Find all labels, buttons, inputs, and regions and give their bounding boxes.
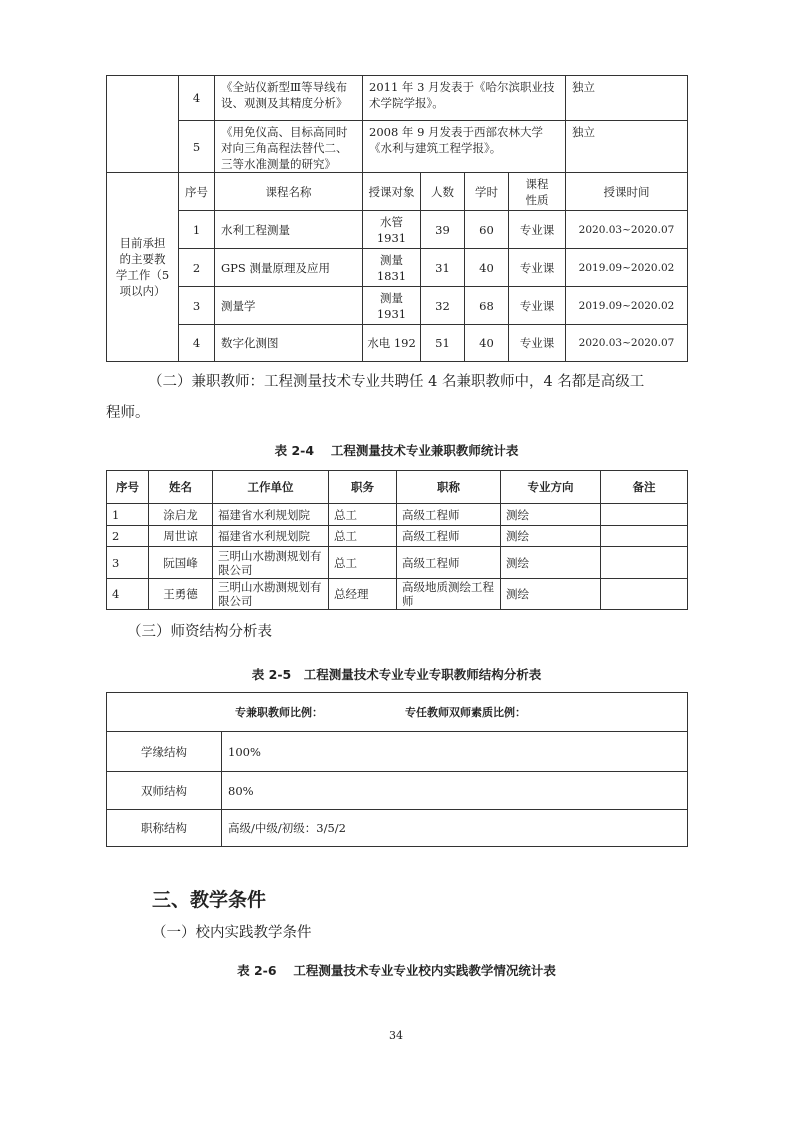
- course-target: 测量 1831: [363, 249, 421, 287]
- teaching-row: [107, 287, 688, 325]
- structure-label: 职称结构: [107, 810, 222, 847]
- header-count: 人数: [421, 173, 465, 211]
- teacher-post: 总工: [329, 526, 397, 547]
- teacher-title: 高级地质测绘工程师: [397, 579, 501, 610]
- teacher-field: 测绘: [501, 547, 601, 579]
- header-no: 序号: [179, 173, 215, 211]
- course-period: 2019.09~2020.02: [566, 287, 688, 325]
- teacher-note: [601, 526, 688, 547]
- course-period: 2020.03~2020.07: [566, 211, 688, 249]
- structure-label: 学缘结构: [107, 732, 222, 772]
- course-name: 测量学: [215, 287, 363, 325]
- table-2-5-caption: 表 2-5 工程测量技术专业专业专职教师结构分析表: [251, 667, 542, 682]
- header-hours: 学时: [465, 173, 509, 211]
- teacher-post: 总经理: [329, 579, 397, 610]
- course-no: 4: [179, 325, 215, 362]
- teaching-header-row: [107, 173, 688, 211]
- teacher-unit: 三明山水勘测规划有限公司: [213, 547, 329, 579]
- parttime-teachers-table: [106, 470, 688, 610]
- dual-qualified-ratio-label: 专任教师双师素质比例：: [405, 705, 526, 719]
- table-row: [107, 579, 688, 610]
- course-period: 2019.09~2020.02: [566, 249, 688, 287]
- table-row: [107, 547, 688, 579]
- teacher-name: 涂启龙: [149, 504, 213, 526]
- teacher-post: 总工: [329, 547, 397, 579]
- header-field: 专业方向: [501, 471, 601, 504]
- course-count: 31: [421, 249, 465, 287]
- teacher-no: 4: [107, 579, 149, 610]
- teacher-unit: 福建省水利规划院: [213, 504, 329, 526]
- teacher-name: 阮国峰: [149, 547, 213, 579]
- pub-role: 独立: [566, 121, 688, 173]
- pub-no: 5: [179, 121, 215, 173]
- teacher-no: 2: [107, 526, 149, 547]
- table-header-row: [107, 471, 688, 504]
- parttime-paragraph-line1: （二）兼职教师：工程测量技术专业共聘任 4 名兼职教师中，4 名都是高级工: [148, 374, 645, 390]
- pub-venue: 2008 年 9 月发表于西部农林大学《水利与建筑工程学报》。: [363, 121, 566, 173]
- publication-row: [107, 76, 688, 121]
- pub-venue: 2011 年 3 月发表于《哈尔滨职业技术学院学报》。: [363, 76, 566, 121]
- teacher-unit: 福建省水利规划院: [213, 526, 329, 547]
- course-period: 2020.03~2020.07: [566, 325, 688, 362]
- teaching-row: [107, 211, 688, 249]
- course-target: 水电 192: [363, 325, 421, 362]
- ratio-header-row: [107, 693, 688, 732]
- table-row: [107, 504, 688, 526]
- header-name: 姓名: [149, 471, 213, 504]
- empty-group-cell: [107, 76, 179, 173]
- header-course: 课程名称: [215, 173, 363, 211]
- course-hours: 40: [465, 249, 509, 287]
- teacher-title: 高级工程师: [397, 526, 501, 547]
- structure-row: [107, 732, 688, 772]
- pub-title: 《全站仪新型Ⅲ等导线布设、观测及其精度分析》: [215, 76, 363, 121]
- course-count: 39: [421, 211, 465, 249]
- course-no: 2: [179, 249, 215, 287]
- course-count: 32: [421, 287, 465, 325]
- pub-no: 4: [179, 76, 215, 121]
- course-type: 专业课: [509, 325, 566, 362]
- course-type: 专业课: [509, 287, 566, 325]
- header-target: 授课对象: [363, 173, 421, 211]
- course-hours: 40: [465, 325, 509, 362]
- course-name: GPS 测量原理及应用: [215, 249, 363, 287]
- teacher-unit: 三明山水勘测规划有限公司: [213, 579, 329, 610]
- chapter-subheading: （一）校内实践教学条件: [152, 925, 312, 941]
- header-unit: 工作单位: [213, 471, 329, 504]
- chapter-heading: 三、教学条件: [152, 889, 267, 911]
- teacher-no: 1: [107, 504, 149, 526]
- structure-value: 100%: [222, 732, 688, 772]
- structure-value: 高级/中级/初级：3/5/2: [222, 810, 688, 847]
- course-count: 51: [421, 325, 465, 362]
- table-2-4-caption: 表 2-4 工程测量技术专业兼职教师统计表: [274, 443, 519, 458]
- teacher-info-table: [106, 75, 688, 362]
- parttime-ratio-label: 专兼职教师比例：: [235, 705, 323, 719]
- teacher-no: 3: [107, 547, 149, 579]
- header-post: 职务: [329, 471, 397, 504]
- teacher-title: 高级工程师: [397, 547, 501, 579]
- course-target: 测量 1931: [363, 287, 421, 325]
- teaching-group-label: 目前承担的主要教学工作（5 项以内）: [107, 173, 179, 362]
- teacher-note: [601, 504, 688, 526]
- table-row: [107, 526, 688, 547]
- teacher-field: 测绘: [501, 526, 601, 547]
- ratio-header-cell: [107, 693, 688, 732]
- publication-row: [107, 121, 688, 173]
- teacher-post: 总工: [329, 504, 397, 526]
- header-note: 备注: [601, 471, 688, 504]
- course-no: 1: [179, 211, 215, 249]
- teaching-row: [107, 249, 688, 287]
- header-title: 职称: [397, 471, 501, 504]
- course-type: 专业课: [509, 211, 566, 249]
- teacher-note: [601, 579, 688, 610]
- teaching-row: [107, 325, 688, 362]
- header-no: 序号: [107, 471, 149, 504]
- table-2-6-caption: 表 2-6 工程测量技术专业专业校内实践教学情况统计表: [237, 963, 556, 978]
- course-hours: 60: [465, 211, 509, 249]
- structure-section-heading: （三）师资结构分析表: [127, 624, 272, 640]
- page-number: 34: [389, 1029, 403, 1042]
- pub-role: 独立: [566, 76, 688, 121]
- course-no: 3: [179, 287, 215, 325]
- teacher-field: 测绘: [501, 579, 601, 610]
- teacher-name: 王勇德: [149, 579, 213, 610]
- structure-row: [107, 810, 688, 847]
- teacher-field: 测绘: [501, 504, 601, 526]
- header-type: 课程性质: [509, 173, 566, 211]
- teacher-name: 周世谅: [149, 526, 213, 547]
- course-name: 水利工程测量: [215, 211, 363, 249]
- course-type: 专业课: [509, 249, 566, 287]
- pub-title: 《用免仪高、目标高同时对向三角高程法替代二、三等水准测量的研究》: [215, 121, 363, 173]
- course-hours: 68: [465, 287, 509, 325]
- parttime-paragraph-line2: 程师。: [106, 405, 150, 421]
- structure-value: 80%: [222, 772, 688, 810]
- header-period: 授课时间: [566, 173, 688, 211]
- course-target: 水管 1931: [363, 211, 421, 249]
- course-name: 数字化测图: [215, 325, 363, 362]
- structure-row: [107, 772, 688, 810]
- teacher-note: [601, 547, 688, 579]
- faculty-structure-table: [106, 692, 688, 847]
- teacher-title: 高级工程师: [397, 504, 501, 526]
- structure-label: 双师结构: [107, 772, 222, 810]
